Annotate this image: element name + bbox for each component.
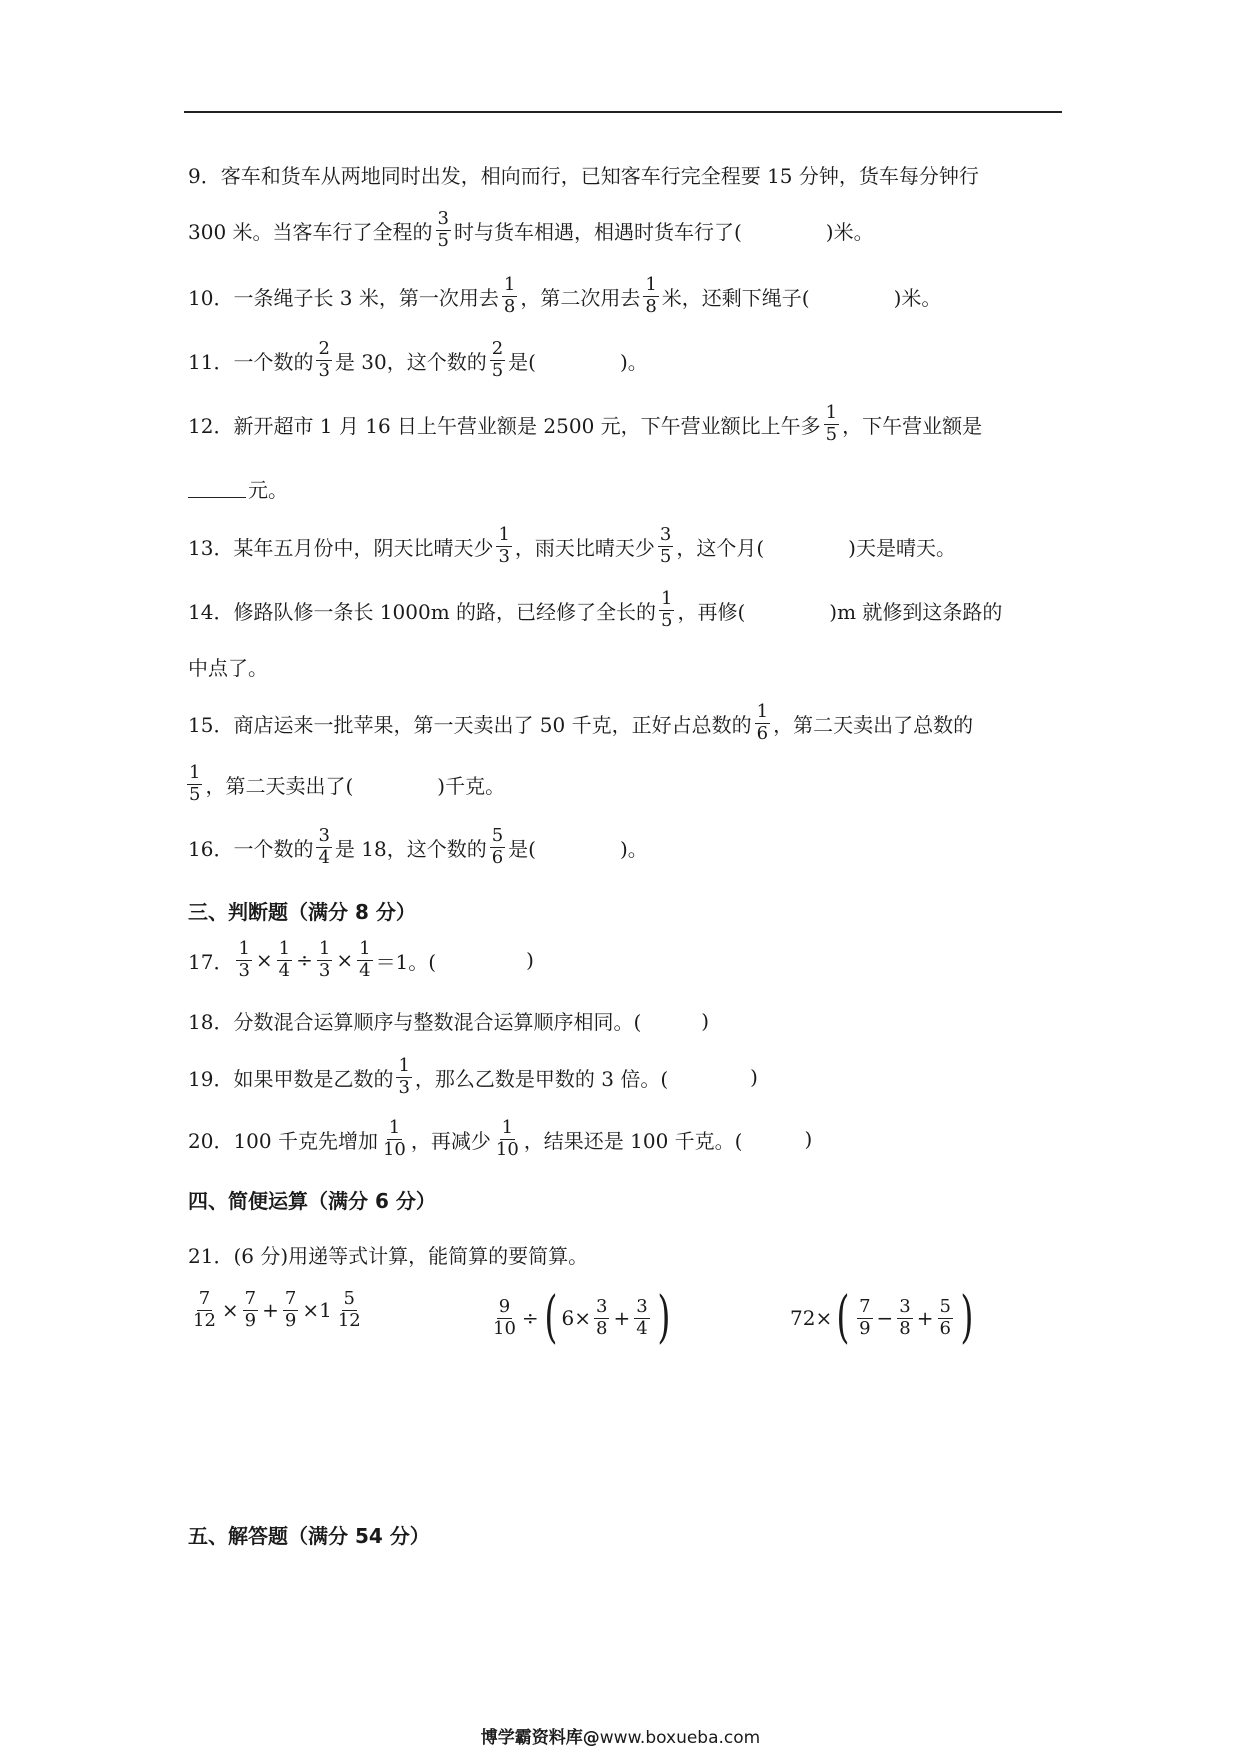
answer-underline: [188, 479, 246, 498]
question-9-line-2: 300 米。当客车行了全程的 $\frac{3}{5}$ 时与货车相遇，相遇时货车行了( )米。: [188, 208, 874, 251]
section-4-heading: 四、简便运算（满分 6 分）: [188, 1189, 436, 1213]
fraction: $\frac{3}{5}$: [437, 208, 449, 251]
question-9-line-1: 9．客车和货车从两地同时出发，相向而行，已知客车行完全程要 15 分钟，货车每分钟行: [188, 164, 979, 188]
question-10: 10．一条绳子长 3 米，第一次用去 $\frac{1}{8}$ ，第二次用去 $\frac{1}{8}$ 米，还剩下绳子( )米。: [188, 274, 942, 317]
footer-site-name: 博学霸资料库@: [480, 1728, 600, 1748]
footer-url: www.boxueba.com: [599, 1728, 761, 1748]
section-3-heading: 三、判断题（满分 8 分）: [188, 900, 416, 924]
question-12-line-1: 12．新开超市 1 月 16 日上午营业额是 2500 元，下午营业额比上午多 $\frac{1}{5}$ ，下午营业额是: [188, 402, 983, 445]
expression-1: $\frac{7}{12}$ × $\frac{7}{9}$ + $\frac{7}{9}$ ×1 $\frac{5}{12}$: [193, 1288, 361, 1331]
question-18: 18．分数混合运算顺序与整数混合运算顺序相同。( ): [188, 1008, 710, 1034]
question-19: 19．如果甲数是乙数的 $\frac{1}{3}$ ，那么乙数是甲数的 3 倍。( ): [188, 1055, 758, 1098]
footer-watermark: [0, 1723, 1241, 1748]
section-5-heading: 五、解答题（满分 54 分）: [188, 1524, 430, 1548]
question-13: 13．某年五月份中，阴天比晴天少 $\frac{1}{3}$ ，雨天比晴天少 $\frac{3}{5}$ ，这个月( )天是晴天。: [188, 524, 956, 567]
question-14-line-2: 中点了。: [188, 656, 268, 680]
question-17: 17． $\frac{1}{3}$ × $\frac{1}{4}$ ÷ $\frac{1}{3}$ × $\frac{1}{4}$ ＝1。( ): [188, 938, 534, 981]
question-11: 11．一个数的 $\frac{2}{3}$ 是 30，这个数的 $\frac{2}{5}$ 是( )。: [188, 338, 648, 381]
question-16: 16．一个数的 $\frac{3}{4}$ 是 18，这个数的 $\frac{5}{6}$ 是( )。: [188, 825, 648, 868]
question-12-line-2: 元。: [188, 474, 288, 503]
question-15-line-1: 15．商店运来一批苹果，第一天卖出了 50 千克，正好占总数的 $\frac{1}{6}$ ，第二天卖出了总数的: [188, 701, 974, 744]
question-21: 21．(6 分)用递等式计算，能简算的要简算。: [188, 1244, 589, 1268]
question-20: 20．100 千克先增加 $\frac{1}{10}$ ，再减少 $\frac{1}{10}$ ，结果还是 100 千克。( ): [188, 1117, 813, 1160]
expression-3: 72× ( $\frac{7}{9}$ − $\frac{3}{8}$ + $\frac{5}{6}$ ): [790, 1285, 974, 1350]
header-rule: [184, 111, 1062, 113]
question-14-line-1: 14．修路队修一条长 1000m 的路，已经修了全长的 $\frac{1}{5}$ ，再修( )m 就修到这条路的: [188, 588, 1003, 631]
question-15-line-2: $\frac{1}{5}$ ，第二天卖出了( )千克。: [189, 762, 506, 805]
expression-2: $\frac{9}{10}$ ÷ ( 6× $\frac{3}{8}$ + $\frac{3}{4}$ ): [493, 1285, 671, 1350]
